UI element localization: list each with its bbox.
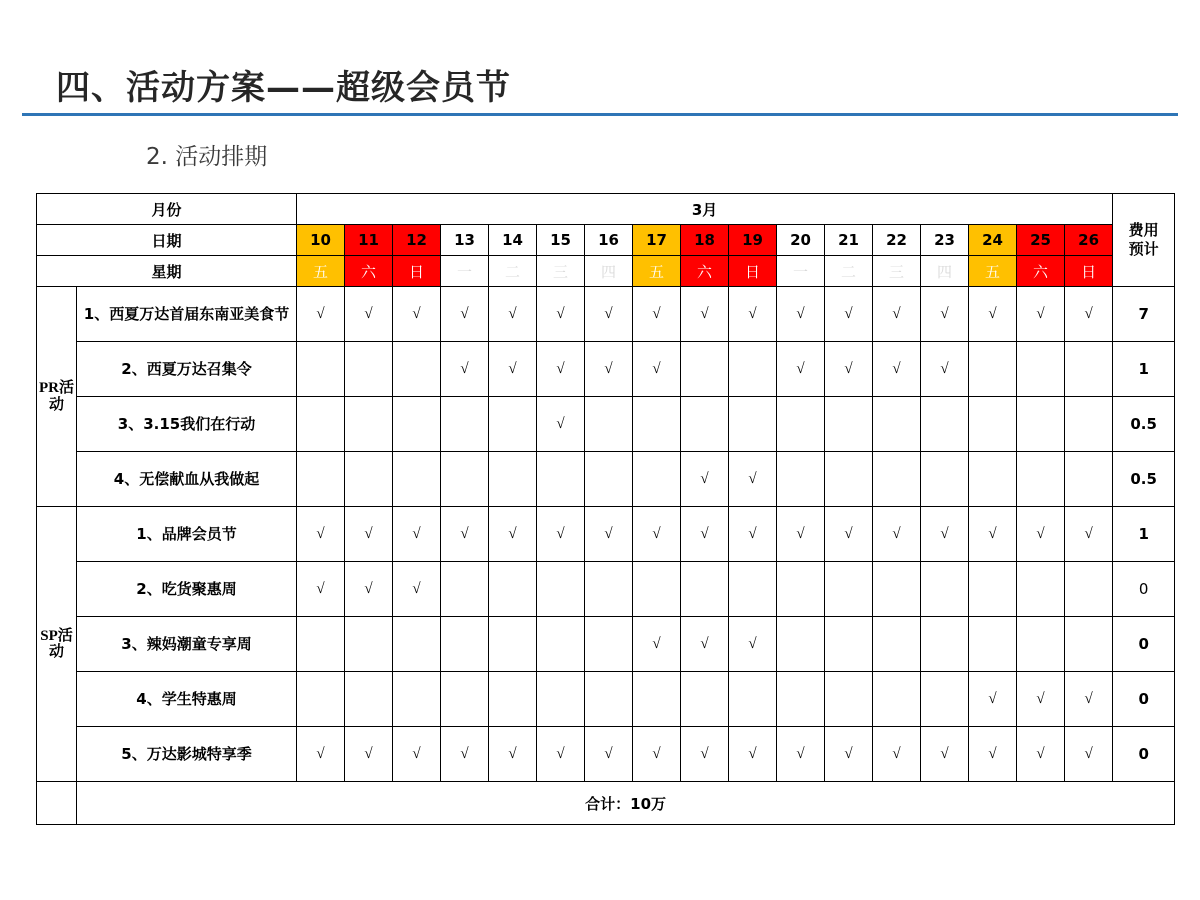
day-number-cell: 16 [585, 225, 633, 256]
empty-cell [729, 397, 777, 452]
check-cell: √ [921, 727, 969, 782]
check-cell: √ [537, 507, 585, 562]
check-cell: √ [825, 342, 873, 397]
empty-cell [393, 672, 441, 727]
check-cell: √ [585, 727, 633, 782]
day-number-cell: 21 [825, 225, 873, 256]
day-number-cell: 10 [297, 225, 345, 256]
empty-cell [825, 672, 873, 727]
weekday-cell: 二 [825, 256, 873, 287]
empty-cell [585, 397, 633, 452]
empty-cell [345, 617, 393, 672]
empty-cell [585, 672, 633, 727]
cost-cell: 0.5 [1113, 397, 1175, 452]
empty-cell [969, 617, 1017, 672]
empty-cell [297, 397, 345, 452]
check-cell: √ [825, 507, 873, 562]
cost-cell: 0 [1113, 617, 1175, 672]
table-row-weekday [37, 256, 1175, 287]
weekday-cell: 日 [729, 256, 777, 287]
day-number-cell: 23 [921, 225, 969, 256]
check-cell: √ [489, 507, 537, 562]
table-row [37, 342, 1175, 397]
month-value: 3月 [297, 194, 1113, 225]
check-cell: √ [585, 287, 633, 342]
check-cell: √ [969, 672, 1017, 727]
empty-cell [441, 617, 489, 672]
weekday-cell: 三 [873, 256, 921, 287]
check-cell: √ [393, 507, 441, 562]
table-row-total [37, 782, 1175, 825]
empty-cell [969, 562, 1017, 617]
check-cell: √ [777, 342, 825, 397]
check-cell: √ [345, 727, 393, 782]
empty-cell [825, 617, 873, 672]
empty-cell [1065, 562, 1113, 617]
empty-cell [681, 672, 729, 727]
check-cell: √ [921, 507, 969, 562]
empty-cell [729, 342, 777, 397]
empty-cell [921, 672, 969, 727]
cost-cell: 0 [1113, 727, 1175, 782]
empty-cell [681, 342, 729, 397]
check-cell: √ [537, 397, 585, 452]
check-cell: √ [393, 287, 441, 342]
check-cell: √ [489, 287, 537, 342]
check-cell: √ [825, 287, 873, 342]
activity-name: 3、3.15我们在行动 [77, 397, 297, 452]
table-row [37, 672, 1175, 727]
cost-cell: 0.5 [1113, 452, 1175, 507]
total-spacer [37, 782, 77, 825]
empty-cell [969, 452, 1017, 507]
weekday-cell: 一 [441, 256, 489, 287]
section-subtitle: 2. 活动排期 [146, 144, 268, 170]
table-row [37, 397, 1175, 452]
activity-name: 1、品牌会员节 [77, 507, 297, 562]
empty-cell [777, 672, 825, 727]
empty-cell [777, 562, 825, 617]
empty-cell [297, 617, 345, 672]
empty-cell [633, 562, 681, 617]
check-cell: √ [681, 452, 729, 507]
empty-cell [1065, 342, 1113, 397]
weekday-cell: 五 [633, 256, 681, 287]
day-number-cell: 26 [1065, 225, 1113, 256]
day-number-cell: 15 [537, 225, 585, 256]
weekday-cell: 六 [1017, 256, 1065, 287]
activity-name: 4、学生特惠周 [77, 672, 297, 727]
empty-cell [825, 452, 873, 507]
cost-cell: 1 [1113, 342, 1175, 397]
weekday-cell: 三 [537, 256, 585, 287]
check-cell: √ [681, 617, 729, 672]
empty-cell [441, 452, 489, 507]
table-row [37, 727, 1175, 782]
weekday-cell: 六 [345, 256, 393, 287]
schedule-table-container [36, 193, 1166, 825]
check-cell: √ [969, 507, 1017, 562]
empty-cell [1017, 452, 1065, 507]
empty-cell [777, 397, 825, 452]
check-cell: √ [441, 507, 489, 562]
activity-name: 1、西夏万达首届东南亚美食节 [77, 287, 297, 342]
day-number-cell: 19 [729, 225, 777, 256]
empty-cell [489, 452, 537, 507]
check-cell: √ [345, 507, 393, 562]
empty-cell [1017, 617, 1065, 672]
empty-cell [537, 617, 585, 672]
cost-header [1113, 194, 1175, 287]
check-cell: √ [873, 507, 921, 562]
check-cell: √ [777, 287, 825, 342]
activity-name: 2、西夏万达召集令 [77, 342, 297, 397]
check-cell: √ [345, 562, 393, 617]
cost-header-line1: 费用 [1128, 221, 1159, 240]
page-title: 四、活动方案——超级会员节 [56, 68, 511, 108]
cost-header-line2: 预计 [1128, 240, 1159, 258]
check-cell: √ [297, 727, 345, 782]
total-text: 合计：10万 [77, 782, 1175, 825]
check-cell: √ [729, 452, 777, 507]
empty-cell [633, 452, 681, 507]
empty-cell [777, 452, 825, 507]
check-cell: √ [969, 287, 1017, 342]
empty-cell [969, 397, 1017, 452]
empty-cell [1065, 397, 1113, 452]
empty-cell [489, 617, 537, 672]
row-label-weekday: 星期 [37, 256, 297, 287]
check-cell: √ [1065, 507, 1113, 562]
empty-cell [1065, 617, 1113, 672]
check-cell: √ [297, 562, 345, 617]
check-cell: √ [1065, 287, 1113, 342]
title-divider [22, 113, 1178, 116]
day-number-cell: 22 [873, 225, 921, 256]
table-row [37, 452, 1175, 507]
check-cell: √ [489, 342, 537, 397]
weekday-cell: 日 [1065, 256, 1113, 287]
check-cell: √ [441, 342, 489, 397]
group-label: PR活动 [37, 287, 77, 507]
day-number-cell: 12 [393, 225, 441, 256]
empty-cell [393, 397, 441, 452]
check-cell: √ [729, 507, 777, 562]
activity-name: 5、万达影城特享季 [77, 727, 297, 782]
check-cell: √ [633, 507, 681, 562]
empty-cell [297, 672, 345, 727]
empty-cell [489, 562, 537, 617]
check-cell: √ [729, 287, 777, 342]
day-number-cell: 20 [777, 225, 825, 256]
empty-cell [921, 617, 969, 672]
check-cell: √ [393, 562, 441, 617]
empty-cell [345, 452, 393, 507]
weekday-cell: 二 [489, 256, 537, 287]
activity-name: 4、无偿献血从我做起 [77, 452, 297, 507]
check-cell: √ [537, 342, 585, 397]
table-row [37, 617, 1175, 672]
empty-cell [633, 397, 681, 452]
check-cell: √ [441, 727, 489, 782]
empty-cell [921, 452, 969, 507]
check-cell: √ [585, 342, 633, 397]
empty-cell [921, 562, 969, 617]
empty-cell [873, 397, 921, 452]
empty-cell [393, 452, 441, 507]
check-cell: √ [873, 287, 921, 342]
check-cell: √ [729, 617, 777, 672]
check-cell: √ [393, 727, 441, 782]
empty-cell [345, 342, 393, 397]
check-cell: √ [825, 727, 873, 782]
check-cell: √ [681, 727, 729, 782]
empty-cell [297, 342, 345, 397]
weekday-cell: 四 [585, 256, 633, 287]
check-cell: √ [633, 287, 681, 342]
empty-cell [393, 617, 441, 672]
empty-cell [873, 617, 921, 672]
activity-name: 2、吃货聚惠周 [77, 562, 297, 617]
check-cell: √ [681, 507, 729, 562]
check-cell: √ [873, 727, 921, 782]
day-number-cell: 13 [441, 225, 489, 256]
day-number-cell: 17 [633, 225, 681, 256]
weekday-cell: 五 [297, 256, 345, 287]
empty-cell [1065, 452, 1113, 507]
table-row-month [37, 194, 1175, 225]
weekday-cell: 五 [969, 256, 1017, 287]
empty-cell [1017, 562, 1065, 617]
check-cell: √ [1017, 672, 1065, 727]
empty-cell [585, 562, 633, 617]
empty-cell [441, 397, 489, 452]
empty-cell [873, 452, 921, 507]
empty-cell [873, 672, 921, 727]
empty-cell [345, 672, 393, 727]
check-cell: √ [729, 727, 777, 782]
weekday-cell: 一 [777, 256, 825, 287]
table-row-date [37, 225, 1175, 256]
check-cell: √ [873, 342, 921, 397]
check-cell: √ [441, 287, 489, 342]
check-cell: √ [489, 727, 537, 782]
empty-cell [585, 452, 633, 507]
row-label-month: 月份 [37, 194, 297, 225]
group-label: SP活动 [37, 507, 77, 782]
empty-cell [297, 452, 345, 507]
cost-cell: 1 [1113, 507, 1175, 562]
empty-cell [345, 397, 393, 452]
empty-cell [681, 562, 729, 617]
cost-cell: 0 [1113, 562, 1175, 617]
check-cell: √ [297, 287, 345, 342]
empty-cell [921, 397, 969, 452]
empty-cell [537, 672, 585, 727]
empty-cell [489, 672, 537, 727]
check-cell: √ [633, 727, 681, 782]
empty-cell [777, 617, 825, 672]
empty-cell [441, 672, 489, 727]
check-cell: √ [297, 507, 345, 562]
empty-cell [441, 562, 489, 617]
check-cell: √ [1017, 507, 1065, 562]
check-cell: √ [633, 342, 681, 397]
check-cell: √ [681, 287, 729, 342]
check-cell: √ [1065, 727, 1113, 782]
empty-cell [585, 617, 633, 672]
cost-cell: 7 [1113, 287, 1175, 342]
schedule-table [36, 193, 1175, 825]
check-cell: √ [633, 617, 681, 672]
empty-cell [537, 452, 585, 507]
check-cell: √ [1017, 727, 1065, 782]
check-cell: √ [345, 287, 393, 342]
empty-cell [825, 562, 873, 617]
empty-cell [633, 672, 681, 727]
empty-cell [873, 562, 921, 617]
check-cell: √ [777, 507, 825, 562]
day-number-cell: 25 [1017, 225, 1065, 256]
empty-cell [537, 562, 585, 617]
check-cell: √ [537, 287, 585, 342]
cost-cell: 0 [1113, 672, 1175, 727]
weekday-cell: 四 [921, 256, 969, 287]
empty-cell [1017, 342, 1065, 397]
check-cell: √ [777, 727, 825, 782]
weekday-cell: 六 [681, 256, 729, 287]
check-cell: √ [1065, 672, 1113, 727]
empty-cell [729, 672, 777, 727]
check-cell: √ [1017, 287, 1065, 342]
table-row [37, 507, 1175, 562]
check-cell: √ [921, 287, 969, 342]
check-cell: √ [585, 507, 633, 562]
check-cell: √ [537, 727, 585, 782]
empty-cell [1017, 397, 1065, 452]
empty-cell [825, 397, 873, 452]
day-number-cell: 24 [969, 225, 1017, 256]
check-cell: √ [969, 727, 1017, 782]
empty-cell [489, 397, 537, 452]
empty-cell [681, 397, 729, 452]
empty-cell [969, 342, 1017, 397]
empty-cell [729, 562, 777, 617]
day-number-cell: 18 [681, 225, 729, 256]
table-row [37, 287, 1175, 342]
day-number-cell: 11 [345, 225, 393, 256]
row-label-date: 日期 [37, 225, 297, 256]
check-cell: √ [921, 342, 969, 397]
day-number-cell: 14 [489, 225, 537, 256]
table-row [37, 562, 1175, 617]
empty-cell [393, 342, 441, 397]
weekday-cell: 日 [393, 256, 441, 287]
activity-name: 3、辣妈潮童专享周 [77, 617, 297, 672]
